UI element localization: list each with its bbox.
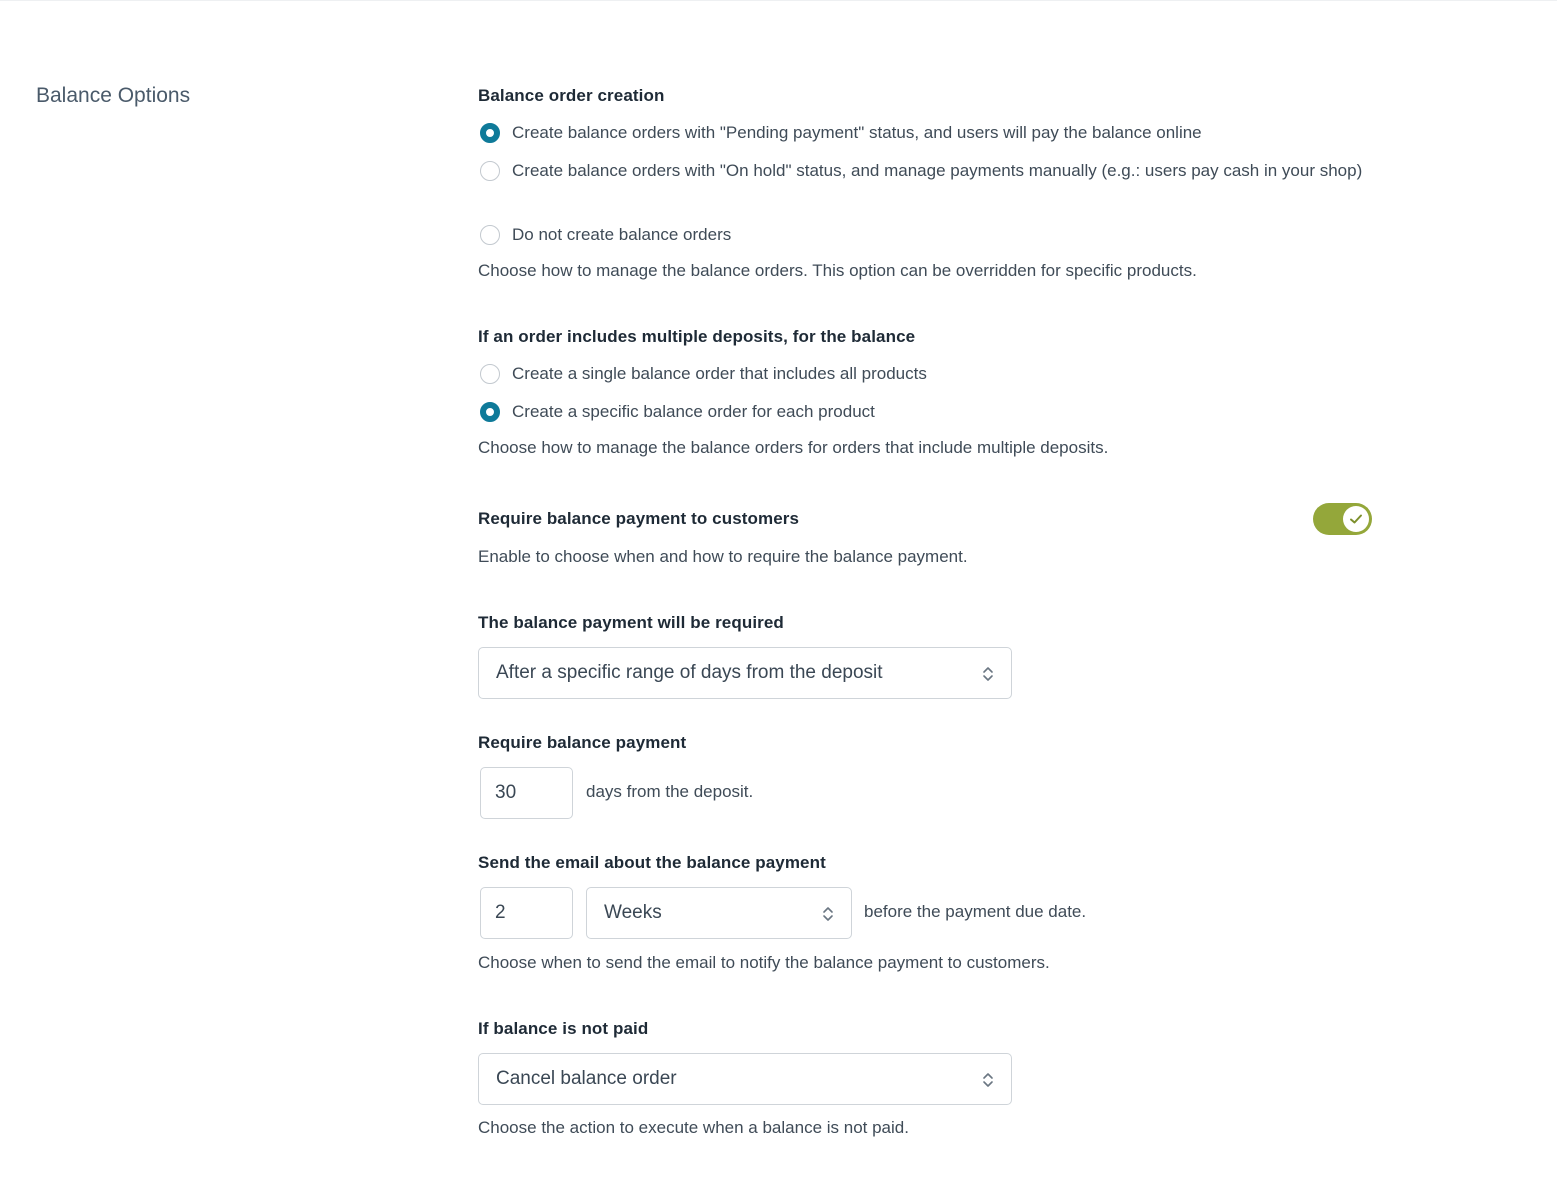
toggle-knob xyxy=(1343,506,1369,532)
balance-order-creation-description: Choose how to manage the balance orders. This option can be overridden for specific products. xyxy=(478,261,1197,280)
radio-button[interactable] xyxy=(480,161,500,181)
required-when-label: The balance payment will be required xyxy=(478,613,784,632)
radio-label: Do not create balance orders xyxy=(512,225,732,244)
top-divider xyxy=(0,0,1557,1)
require-payment-toggle-description: Enable to choose when and how to require the balance payment. xyxy=(478,547,968,566)
chevron-updown-icon xyxy=(981,1070,995,1090)
radio-button[interactable] xyxy=(480,225,500,245)
require-payment-toggle-label: Require balance payment to customers xyxy=(478,509,800,528)
radio-option-no-balance-orders[interactable] xyxy=(478,225,1378,248)
days-suffix: days from the deposit. xyxy=(586,782,754,801)
radio-label: Create a specific balance order for each product xyxy=(512,402,875,421)
email-amount-input[interactable]: 2 xyxy=(480,887,573,939)
radio-option-specific-balance-order[interactable] xyxy=(478,402,1378,425)
radio-label: Create balance orders with "On hold" status, and manage payments manually (e.g.: users pay cash in your shop) xyxy=(512,161,1363,180)
section-title: Balance Options xyxy=(36,84,191,107)
multiple-deposits-description: Choose how to manage the balance orders for orders that include multiple deposits. xyxy=(478,438,1109,457)
radio-label: Create balance orders with "Pending payment" status, and users will pay the balance online xyxy=(512,123,1202,142)
require-payment-toggle[interactable] xyxy=(1313,503,1372,535)
radio-option-pending-payment[interactable] xyxy=(478,123,1378,146)
radio-label: Create a single balance order that includes all products xyxy=(512,364,927,383)
radio-option-single-balance-order[interactable] xyxy=(478,364,1378,387)
check-icon xyxy=(1349,513,1363,525)
select-value: Cancel balance order xyxy=(496,1068,677,1089)
radio-button[interactable] xyxy=(480,402,500,422)
select-value: After a specific range of days from the deposit xyxy=(496,662,883,683)
email-unit-select[interactable] xyxy=(586,887,852,939)
radio-button[interactable] xyxy=(480,364,500,384)
balance-order-creation-label: Balance order creation xyxy=(478,86,665,105)
send-email-label: Send the email about the balance payment xyxy=(478,853,826,872)
select-value: Weeks xyxy=(604,902,662,923)
days-input[interactable]: 30 xyxy=(480,767,573,819)
email-suffix: before the payment due date. xyxy=(864,902,1087,921)
required-when-select[interactable] xyxy=(478,647,1012,699)
require-balance-payment-label: Require balance payment xyxy=(478,733,687,752)
radio-option-on-hold[interactable] xyxy=(478,161,1378,184)
not-paid-select[interactable] xyxy=(478,1053,1012,1105)
chevron-updown-icon xyxy=(821,904,835,924)
chevron-updown-icon xyxy=(981,664,995,684)
send-email-description: Choose when to send the email to notify the balance payment to customers. xyxy=(478,953,1050,972)
multiple-deposits-label: If an order includes multiple deposits, for the balance xyxy=(478,327,916,346)
radio-button[interactable] xyxy=(480,123,500,143)
not-paid-label: If balance is not paid xyxy=(478,1019,649,1038)
not-paid-description: Choose the action to execute when a balance is not paid. xyxy=(478,1118,909,1137)
